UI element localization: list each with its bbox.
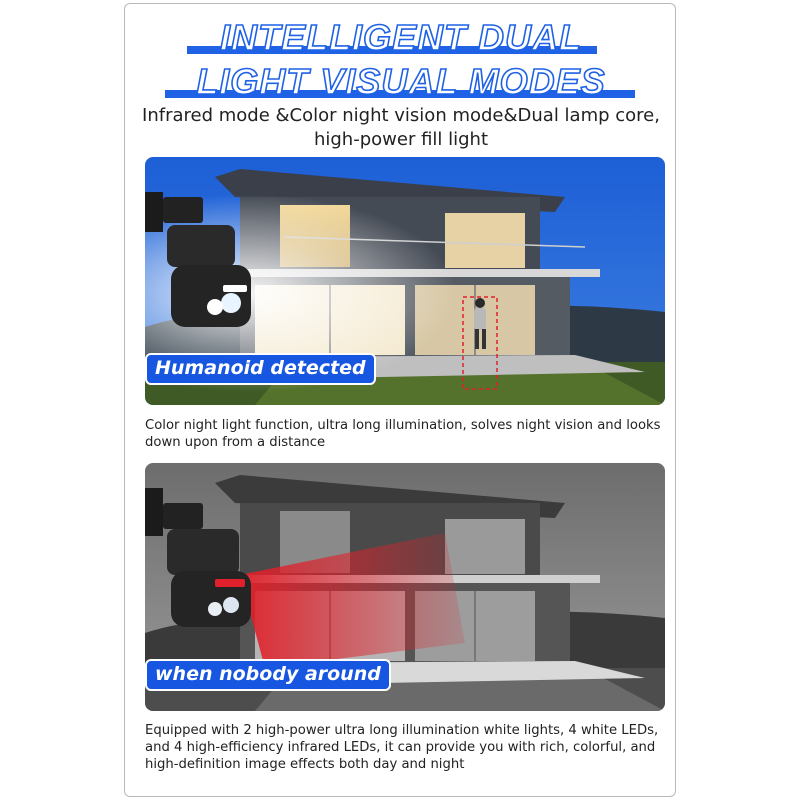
- color-night-vision-photo: [145, 157, 665, 405]
- infrared-mode-photo: [145, 463, 665, 711]
- subtitle-line-1: Infrared mode &Color night vision mode&Dual lamp core,: [142, 105, 660, 126]
- color-night-vision-caption: Color night light function, ultra long illumination, solves night vision and looks down upon from a distance: [145, 418, 661, 450]
- headline-graphic: [125, 12, 677, 102]
- headline-line-2: LIGHT VISUAL MODES: [196, 61, 606, 102]
- headline: [125, 12, 677, 102]
- humanoid-detected-tag: Humanoid detected: [145, 353, 376, 385]
- subtitle-line-2: high-power fill light: [313, 129, 489, 150]
- nobody-around-tag: when nobody around: [145, 659, 391, 691]
- product-card: [124, 3, 676, 797]
- infrared-mode-caption: Equipped with 2 high-power ultra long illumination white lights, 4 white LEDs, and 4 high-efficiency infrared LEDs, it can provide you with rich, colorful, and high-definition image effects both day and night: [145, 723, 659, 772]
- headline-line-1: INTELLIGENT DUAL: [220, 17, 582, 58]
- subtitle: [125, 104, 677, 152]
